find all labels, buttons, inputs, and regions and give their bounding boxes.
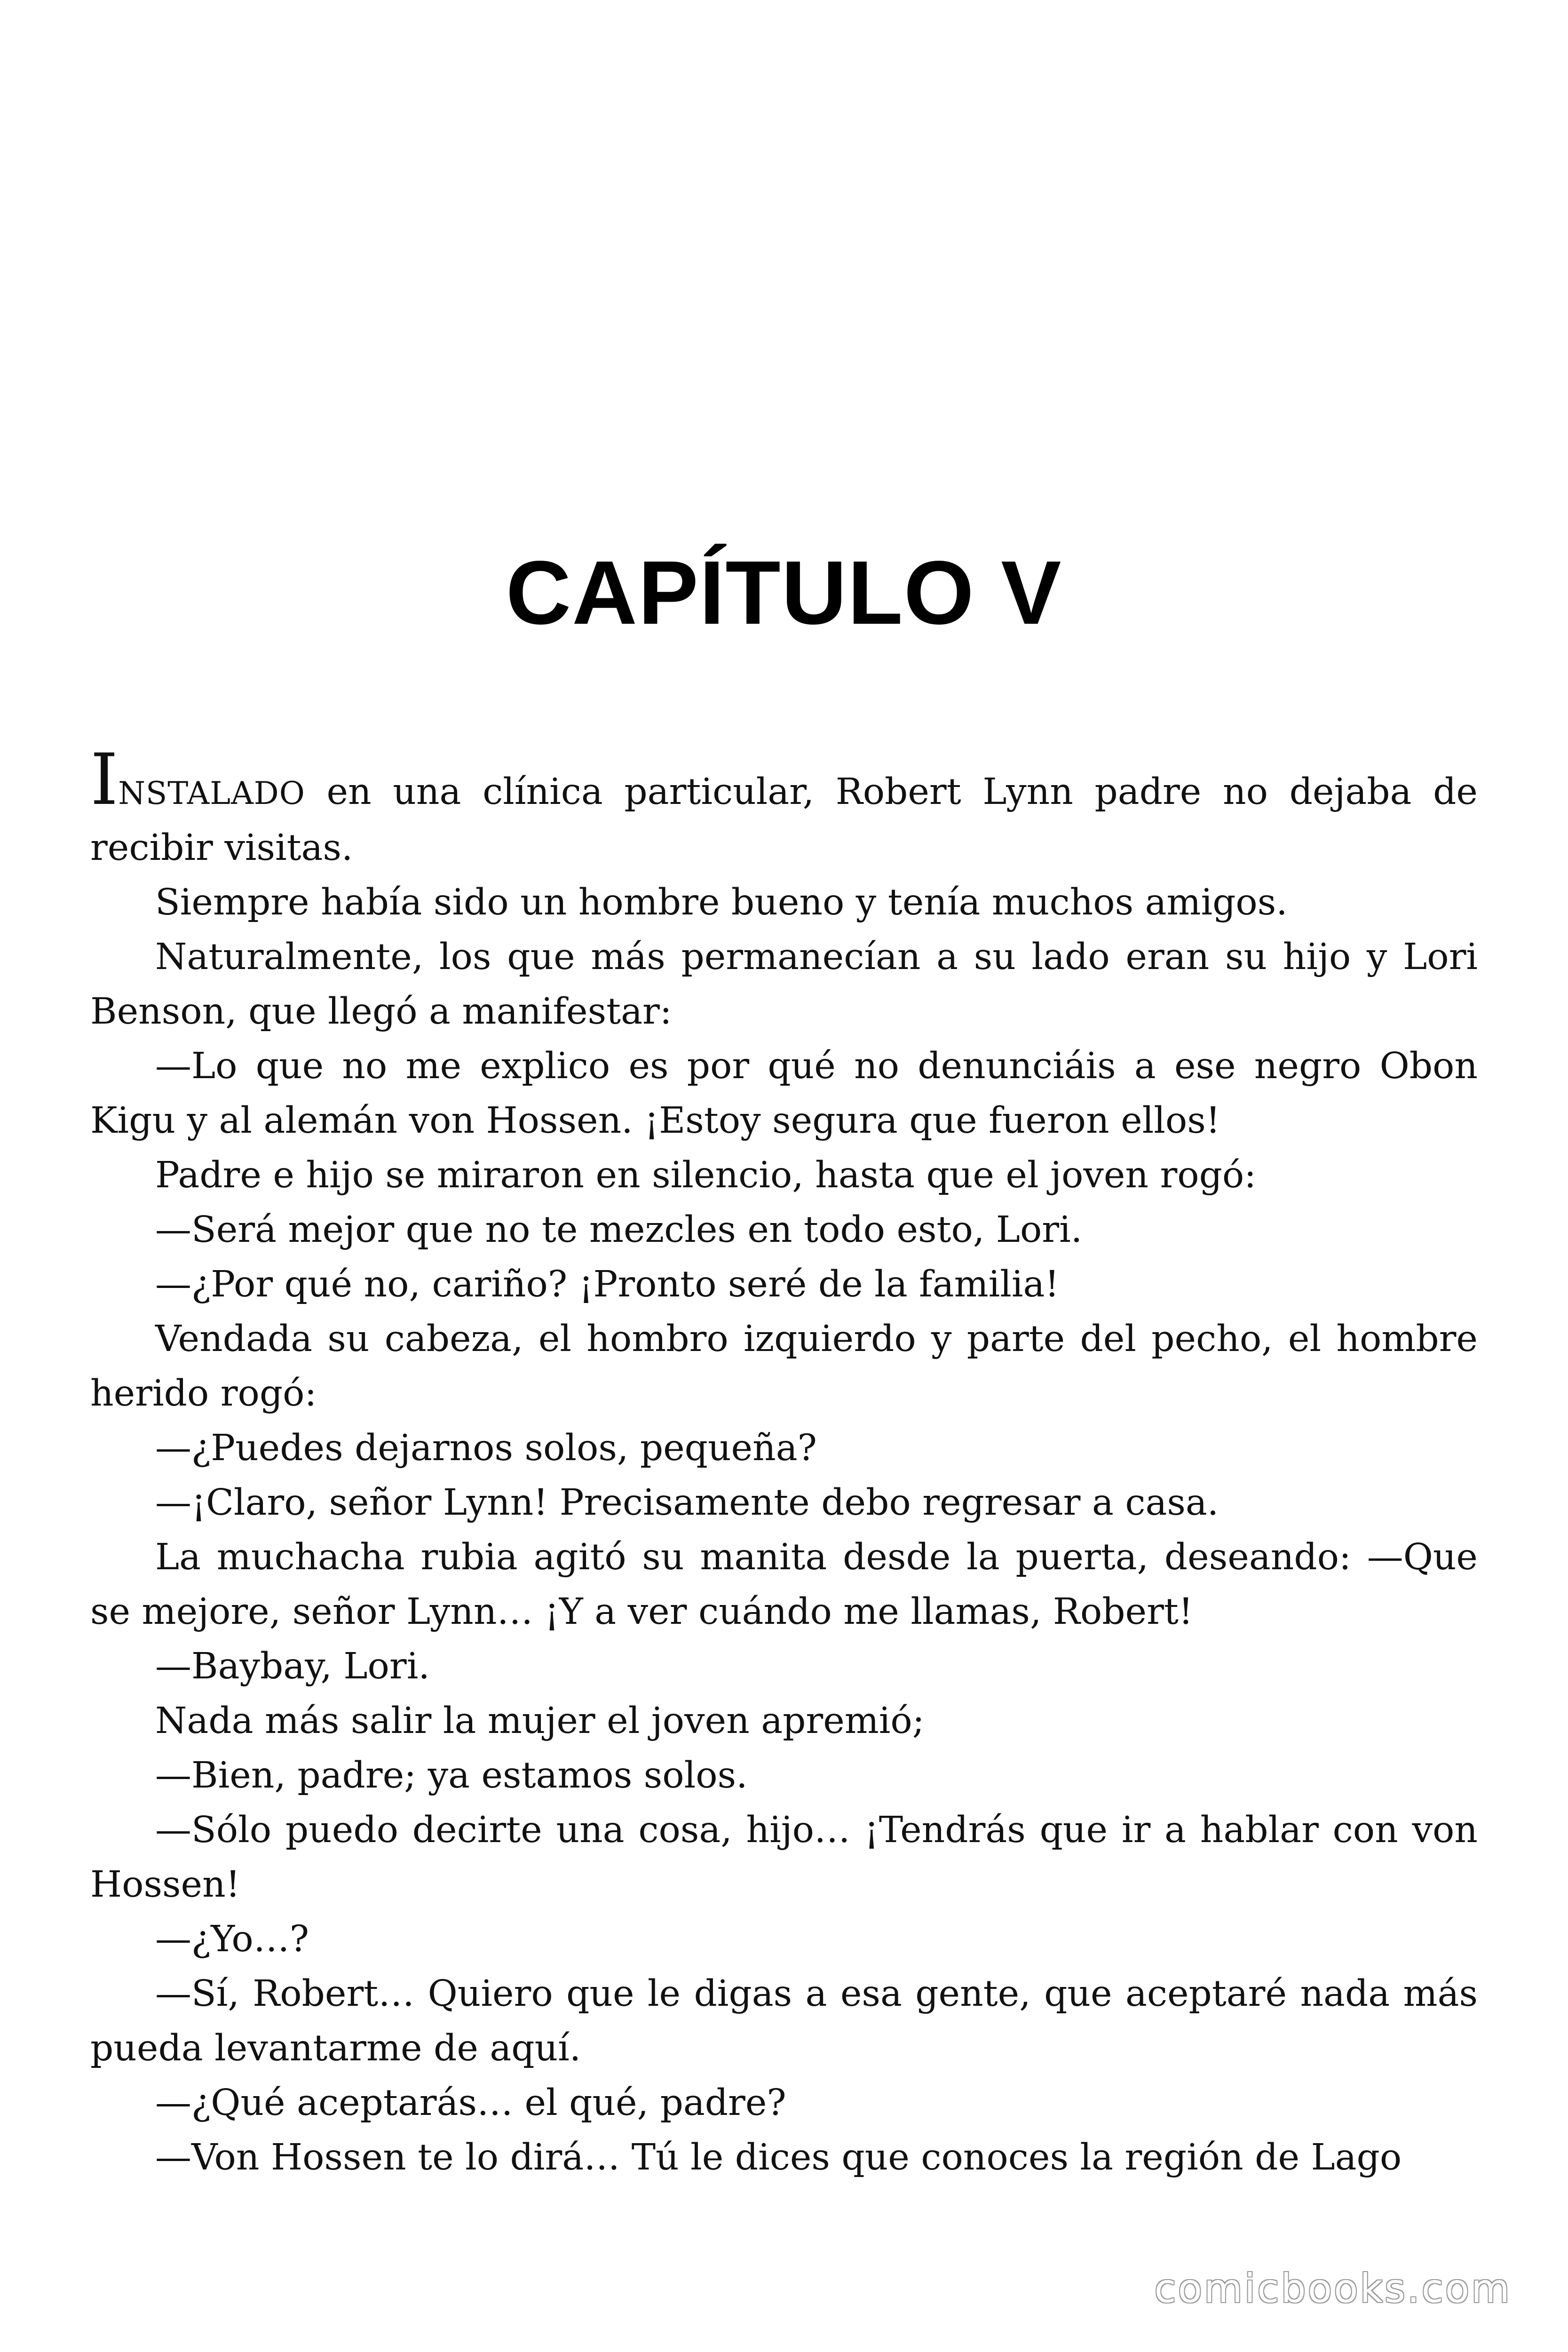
dialogue-paragraph: —Von Hossen te lo dirá… Tú le dices que conoces la región de Lago <box>155 2137 1402 2178</box>
dialogue-paragraph: —¿Por qué no, cariño? ¡Pronto seré de la familia! <box>155 1263 1060 1305</box>
paragraph: Padre e hijo se miraron en silencio, hasta que el joven rogó: <box>155 1154 1257 1196</box>
opening-text: en una clínica particular, Robert Lynn padre no dejaba de recibir visitas. <box>90 771 1478 869</box>
dialogue-paragraph: —Sí, Robert… Quiero que le digas a esa gente, que aceptaré nada más pueda levantarme de aquí. <box>90 1973 1478 2069</box>
opening-smallcaps: NSTALADO <box>118 775 305 811</box>
dialogue-paragraph: —Bien, padre; ya estamos solos. <box>155 1755 748 1796</box>
dialogue-paragraph: —Sólo puedo decirte una cosa, hijo… ¡Tendrás que ir a hablar con von Hossen! <box>90 1809 1478 1906</box>
drop-cap: I <box>90 739 119 821</box>
dialogue-paragraph: —¿Yo…? <box>155 1918 309 1960</box>
chapter-title: CAPÍTULO V <box>506 542 1062 643</box>
watermark: comicbooks.com <box>1154 2265 1512 2312</box>
dialogue-paragraph: —Baybay, Lori. <box>155 1645 430 1687</box>
paragraph: Nada más salir la mujer el joven apremió; <box>155 1700 925 1742</box>
paragraph: La muchacha rubia agitó su manita desde la puerta, deseando: —Que se mejore, señor Lynn… ¡Y a ver cuándo me llamas, Robert! <box>90 1536 1478 1633</box>
dialogue-paragraph: —Será mejor que no te mezcles en todo esto, Lori. <box>155 1209 1083 1251</box>
paragraph: Siempre había sido un hombre bueno y tenía muchos amigos. <box>155 882 1288 923</box>
paragraph: Vendada su cabeza, el hombro izquierdo y parte del pecho, el hombre herido rogó: <box>90 1318 1478 1414</box>
dialogue-paragraph: —¿Qué aceptarás… el qué, padre? <box>155 2082 786 2124</box>
body-text <box>90 739 1478 2185</box>
dialogue-paragraph: —Lo que no me explico es por qué no denunciáis a ese negro Obon Kigu y al alemán von Hossen. ¡Estoy segura que fueron ellos! <box>90 1045 1478 1142</box>
opening-paragraph <box>90 739 1478 875</box>
paragraph: Naturalmente, los que más permanecían a su lado eran su hijo y Lori Benson, que llegó a manifestar: <box>90 936 1478 1033</box>
dialogue-paragraph: —¡Claro, señor Lynn! Precisamente debo regresar a casa. <box>155 1482 1219 1524</box>
dialogue-paragraph: —¿Puedes dejarnos solos, pequeña? <box>155 1427 817 1469</box>
